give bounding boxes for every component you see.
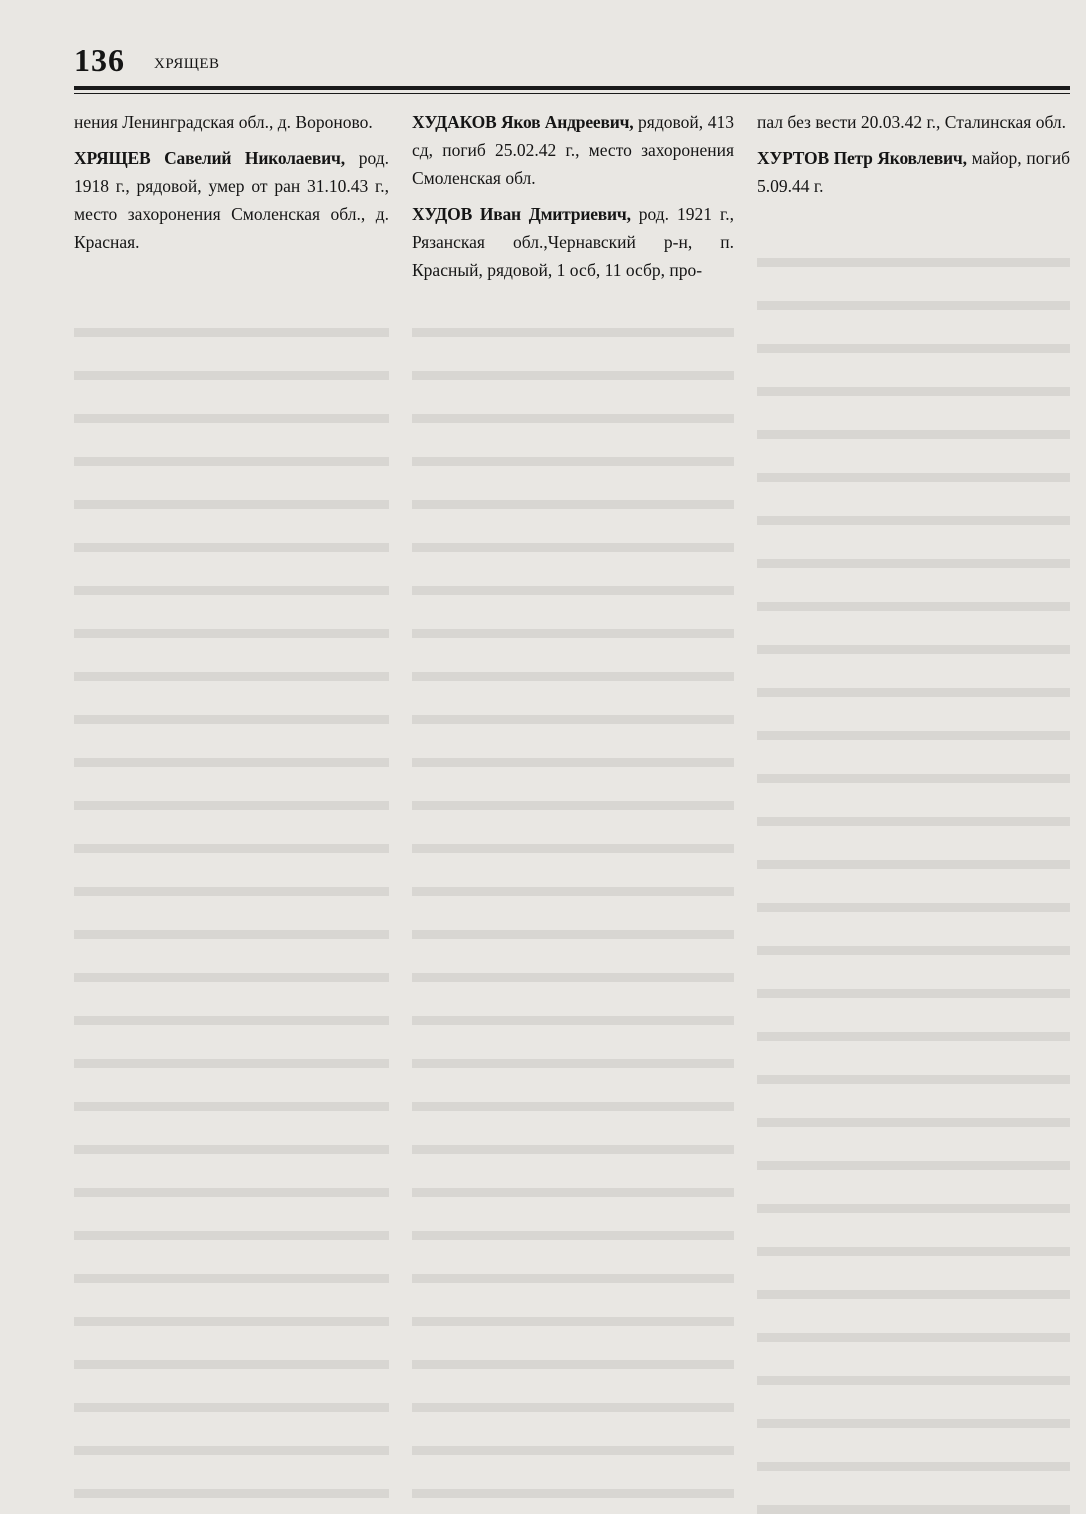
entry-text: майор, погиб 5.09.44 г. — [757, 148, 1070, 196]
entry-name: ХУДОВ Иван Дмитриевич, — [412, 204, 631, 224]
entry-text: род. 1918 г., рядовой, умер от ран 31.10.43 г., место захоронения Смоленская обл., д. Красная. — [74, 148, 389, 252]
text-column-3 — [757, 108, 1070, 208]
header-rule-thick — [74, 86, 1070, 90]
entry-name: ХРЯЩЕВ Савелий Николаевич, — [74, 148, 345, 168]
entry-text: нения Ленинградская обл., д. Вороново. — [74, 112, 373, 132]
entry — [757, 144, 1070, 200]
entry-text: пал без вести 20.03.42 г., Сталинская обл. — [757, 112, 1067, 132]
entry — [412, 200, 734, 284]
text-column-1 — [74, 108, 389, 264]
entry — [74, 144, 389, 256]
entry-text: рядовой, 413 сд, погиб 25.02.42 г., место захоронения Смоленская обл. — [412, 112, 735, 188]
bleed-through-texture — [412, 300, 734, 1300]
entry-name: ХУРТОВ Петр Яковлевич, — [757, 148, 967, 168]
bleed-through-texture — [757, 230, 1070, 1300]
entry — [74, 108, 389, 136]
page-number: 136 — [74, 42, 125, 78]
entry — [412, 108, 734, 192]
running-head: ХРЯЩЕВ — [154, 56, 220, 72]
bleed-through-texture — [74, 300, 389, 1300]
text-column-2 — [412, 108, 734, 292]
entry — [757, 108, 1070, 136]
entry-text: род. 1921 г., Рязанская обл.,Чернавский р-н, п. Красный, рядовой, 1 осб, 11 осбр, про- — [412, 204, 735, 280]
entry-name: ХУДАКОВ Яков Андреевич, — [412, 112, 634, 132]
header-rule-thin — [74, 93, 1070, 94]
